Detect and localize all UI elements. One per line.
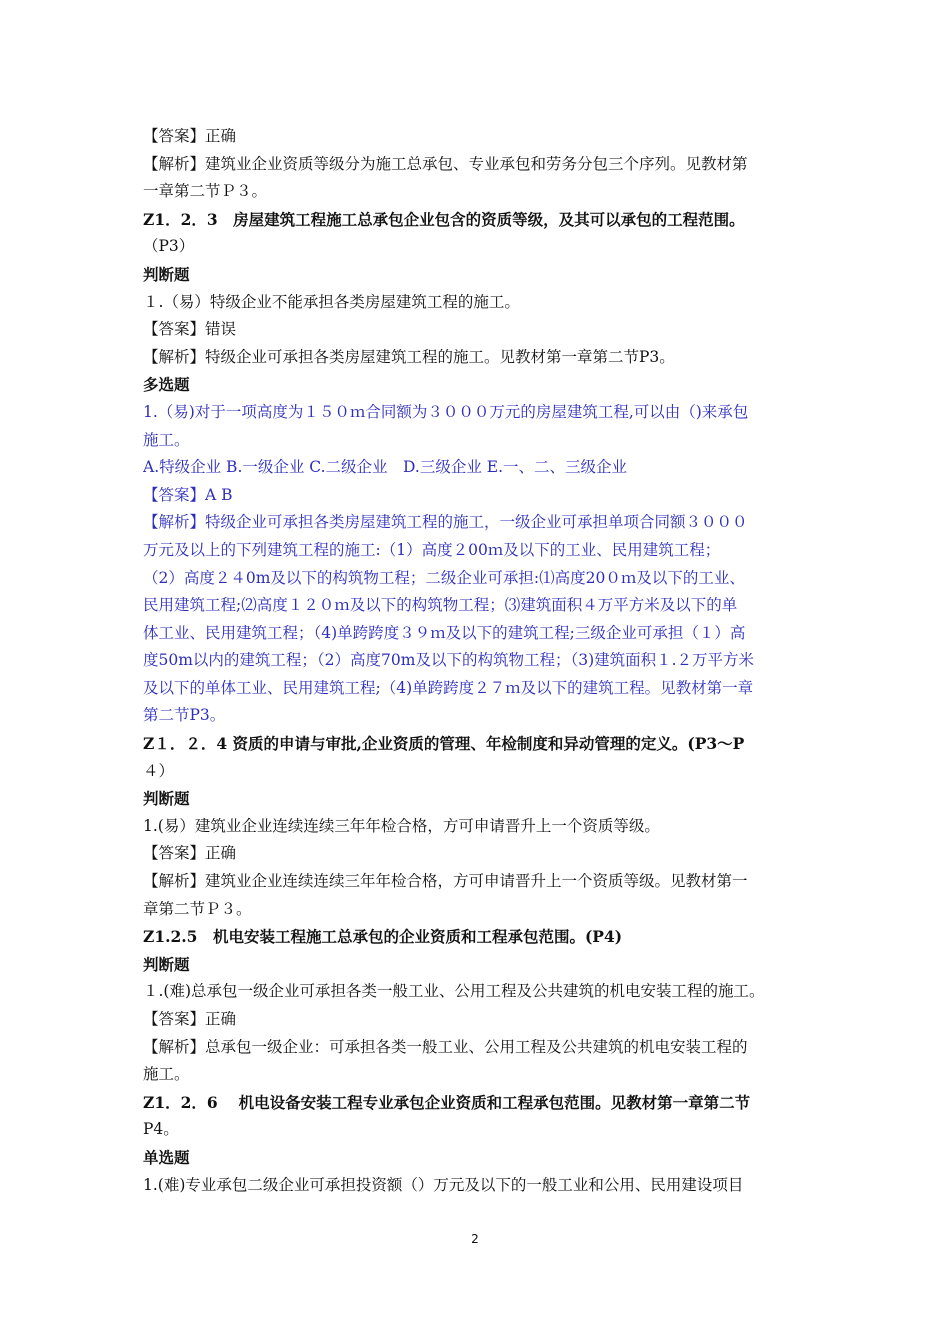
text-line: 体工业、民用建筑工程；（4)单跨跨度３９ｍ及以下的建筑工程;三级企业可承担（１）高 <box>143 623 746 642</box>
text-line: 【解析】总承包一级企业：可承担各类一般工业、公用工程及公共建筑的机电安装工程的 <box>143 1037 748 1056</box>
text-line: 【答案】正确 <box>143 1010 237 1028</box>
text-line: Z1．2．3 房屋建筑工程施工总承包企业包含的资质等级，及其可以承包的工程范围。 <box>143 209 745 229</box>
text-line: 度50m以内的建筑工程；（2）高度70m及以下的构筑物工程；（3)建筑面积１.２万平方米 <box>143 651 755 670</box>
text-line: 章第二节Ｐ３。 <box>143 899 252 918</box>
text-line: 判断题 <box>143 954 190 974</box>
text-line: 【解析】特级企业可承担各类房屋建筑工程的施工，一级企业可承担单项合同额３０００ <box>143 513 748 532</box>
text-line: 【解析】特级企业可承担各类房屋建筑工程的施工。见教材第一章第二节P3。 <box>143 347 675 366</box>
text-line: １.(难)总承包一级企业可承担各类一般工业、公用工程及公共建筑的机电安装工程的施工。 <box>143 982 765 1001</box>
text-line: 【解析】建筑业企业连续连续三年年检合格，方可申请晋升上一个资质等级。见教材第一 <box>143 872 748 891</box>
text-line: 第二节P3。 <box>143 706 226 725</box>
text-line: 民用建筑工程;⑵高度１２０ｍ及以下的构筑物工程；⑶建筑面积４万平方米及以下的单 <box>143 596 738 615</box>
text-line: 【答案】A B <box>143 485 233 504</box>
text-line: 判断题 <box>143 789 190 809</box>
text-line: 【答案】错误 <box>143 320 237 339</box>
text-line: （P3） <box>143 237 195 256</box>
text-line: 及以下的单体工业、民用建筑工程;（4)单跨跨度２７ｍ及以下的建筑工程。见教材第一章 <box>143 678 754 697</box>
text-line: ４） <box>143 761 175 780</box>
page-content <box>143 123 815 1199</box>
page-number: 2 <box>471 1232 479 1246</box>
text-line: 【答案】正确 <box>143 127 237 145</box>
text-line: 1.（易)对于一项高度为１５０ｍ合同额为３０００万元的房屋建筑工程,可以由（)来承包 <box>143 402 749 421</box>
text-line: P4。 <box>143 1120 179 1139</box>
text-line: Z１．２．4 资质的申请与审批,企业资质的管理、年检制度和异动管理的定义。(P3～P <box>143 734 745 754</box>
text-line: 判断题 <box>143 264 190 284</box>
text-line: （2）高度２４0m及以下的构筑物工程；二级企业可承担:⑴高度20０ｍ及以下的工业、 <box>143 568 745 587</box>
text-line: 多选题 <box>143 375 190 395</box>
text-line: Z1.2.5 机电安装工程施工总承包的企业资质和工程承包范围。(P4) <box>143 927 623 947</box>
text-line: A.特级企业 B.一级企业 C.二级企业 D.三级企业 E.一、二、三级企业 <box>143 458 627 477</box>
text-line: 单选题 <box>143 1147 190 1167</box>
text-line: 一章第二节Ｐ３。 <box>143 182 268 201</box>
text-line: 【答案】正确 <box>143 844 237 863</box>
text-line: Z1．2．6 机电设备安装工程专业承包企业资质和工程承包范围。见教材第一章第二节 <box>143 1092 751 1112</box>
text-line: 【解析】建筑业企业资质等级分为施工总承包、专业承包和劳务分包三个序列。见教材第 <box>143 154 748 173</box>
text-line: 施工。 <box>143 430 190 449</box>
text-line: 施工。 <box>143 1065 190 1084</box>
text-line: １.（易）特级企业不能承担各类房屋建筑工程的施工。 <box>143 292 520 311</box>
text-line: 万元及以上的下列建筑工程的施工:（1）高度２00ｍ及以下的工业、民用建筑工程； <box>143 540 721 559</box>
text-line: 1.(难)专业承包二级企业可承担投资额（）万元及以下的一般工业和公用、民用建设项目 <box>143 1175 744 1194</box>
text-line: 1.(易）建筑业企业连续连续三年年检合格，方可申请晋升上一个资质等级。 <box>143 816 660 835</box>
